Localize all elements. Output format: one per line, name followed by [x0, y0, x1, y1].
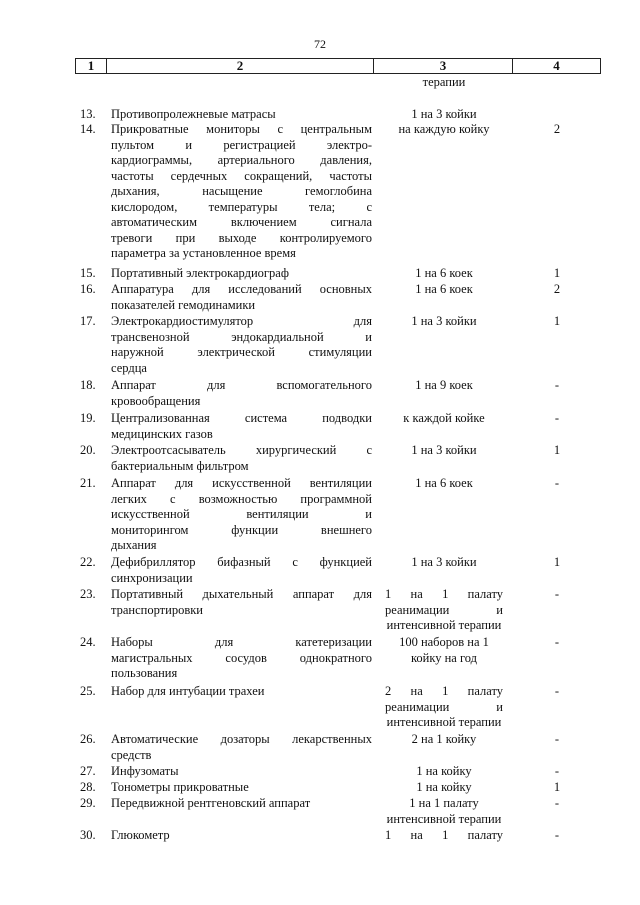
- equipment-quantity-line: интенсивной терапии: [386, 618, 502, 632]
- column-4-value: 1: [553, 780, 561, 794]
- equipment-quantity-line: интенсивной терапии: [386, 811, 502, 826]
- row-number: 21.: [80, 476, 96, 490]
- equipment-quantity: [375, 411, 513, 427]
- equipment-name: [111, 732, 372, 763]
- equipment-name: [111, 635, 372, 682]
- equipment-quantity-line: 1 на 3 койки: [411, 555, 477, 569]
- equipment-quantity: [375, 684, 513, 731]
- row-number: 23.: [80, 587, 96, 601]
- equipment-name-line: кардиограммы, артериального давления,: [111, 153, 372, 167]
- row-number: 27.: [80, 764, 96, 778]
- equipment-quantity: [375, 443, 513, 459]
- column-4-value: -: [554, 411, 560, 425]
- equipment-name-line: средств: [111, 747, 152, 762]
- row-number: 18.: [80, 378, 96, 392]
- equipment-name-line: Аппарат для вспомогательного: [111, 378, 372, 392]
- equipment-name-line: Централизованная система подводки: [111, 411, 372, 425]
- equipment-name: [111, 764, 372, 780]
- equipment-name-line: бактериальным фильтром: [111, 458, 249, 473]
- column-4-value: -: [554, 684, 560, 698]
- equipment-name-line: Дефибриллятор бифазный с функцией: [111, 555, 372, 569]
- row-number: 30.: [80, 828, 96, 842]
- equipment-name: [111, 780, 372, 796]
- equipment-name-line: кислородом, температуры тела; с: [111, 199, 372, 214]
- equipment-quantity-line: реанимации и: [385, 602, 503, 617]
- equipment-name: [111, 107, 372, 123]
- equipment-name-line: Прикроватные мониторы с центральным: [111, 122, 372, 136]
- equipment-quantity: [375, 828, 513, 844]
- equipment-name: [111, 282, 372, 313]
- equipment-quantity-line: к каждой койке: [403, 411, 485, 425]
- equipment-quantity-line: 1 на 1 палату: [385, 828, 503, 842]
- equipment-quantity: [375, 314, 513, 330]
- equipment-name: [111, 828, 372, 844]
- row-number: 19.: [80, 411, 96, 425]
- equipment-quantity: [375, 555, 513, 571]
- equipment-name-line: Наборы для катетеризации: [111, 635, 372, 649]
- equipment-name-line: наружной электрической стимуляции: [111, 345, 372, 359]
- equipment-quantity-line: 1 на 3 койки: [411, 443, 477, 457]
- column-header-1: 1: [76, 59, 107, 74]
- equipment-quantity-line: на каждую койку: [398, 122, 490, 136]
- equipment-quantity-line: 2 на 1 койку: [411, 732, 477, 746]
- equipment-quantity: [375, 476, 513, 492]
- equipment-name-line: синхронизации: [111, 570, 193, 585]
- column-4-value: 2: [553, 122, 561, 136]
- equipment-quantity: [375, 635, 513, 666]
- equipment-quantity-line: 1 на 6 коек: [415, 282, 473, 296]
- equipment-name: [111, 122, 372, 262]
- column-4-value: 1: [553, 266, 561, 280]
- equipment-name-line: кровообращения: [111, 393, 201, 408]
- equipment-name-line: сердца: [111, 360, 147, 375]
- column-4-value: 2: [553, 282, 561, 296]
- equipment-name-line: Противопролежневые матрасы: [111, 107, 276, 121]
- column-4-value: -: [554, 764, 560, 778]
- row-number: 24.: [80, 635, 96, 649]
- equipment-quantity: [375, 732, 513, 748]
- equipment-quantity: [375, 587, 513, 634]
- equipment-name-line: Электрокардиостимулятор для: [111, 314, 372, 328]
- equipment-name-line: магистральных сосудов однократного: [111, 650, 372, 665]
- equipment-quantity-line: 1 на 3 койки: [411, 314, 477, 328]
- equipment-name-line: искусственной вентиляции и: [111, 507, 372, 521]
- column-header-table: [75, 58, 601, 74]
- equipment-quantity-line: койку на год: [410, 650, 478, 665]
- equipment-quantity-line: 1 на койку: [416, 764, 472, 778]
- equipment-name-line: показателей гемодинамики: [111, 297, 256, 312]
- equipment-name-line: Инфузоматы: [111, 764, 179, 778]
- equipment-name-line: Глюкометр: [111, 828, 170, 842]
- column-header-4: 4: [513, 59, 601, 74]
- equipment-name: [111, 411, 372, 442]
- equipment-name-line: легких с возможностью программной: [111, 491, 372, 506]
- equipment-name-line: транспортировки: [111, 602, 203, 617]
- equipment-quantity-line: реанимации и: [385, 699, 503, 714]
- row-number: 29.: [80, 796, 96, 810]
- column-header-3: 3: [374, 59, 513, 74]
- equipment-name-line: Портативный электрокардиограф: [111, 266, 289, 280]
- row-number: 20.: [80, 443, 96, 457]
- equipment-quantity-line: 1 на 3 койки: [411, 107, 477, 121]
- carryover-text: терапии: [422, 75, 466, 89]
- equipment-name-line: Портативный дыхательный аппарат для: [111, 587, 372, 601]
- row-number: 15.: [80, 266, 96, 280]
- equipment-name-line: Электроотсасыватель хирургический с: [111, 443, 372, 457]
- equipment-name: [111, 314, 372, 376]
- page-number: 72: [314, 37, 326, 51]
- equipment-name-line: Набор для интубации трахеи: [111, 684, 265, 698]
- equipment-name-line: Передвижной рентгеновский аппарат: [111, 796, 311, 810]
- equipment-name-line: Тонометры прикроватные: [111, 780, 249, 794]
- equipment-quantity-line: 1 на 1 палату: [385, 587, 503, 601]
- equipment-name-line: дыхания, насыщение гемоглобина: [111, 184, 372, 198]
- column-4-value: -: [554, 828, 560, 842]
- equipment-name-line: параметра за установленное время: [111, 246, 296, 260]
- equipment-quantity: [375, 780, 513, 796]
- column-4-value: -: [554, 378, 560, 392]
- row-number: 13.: [80, 107, 96, 121]
- equipment-name: [111, 443, 372, 474]
- equipment-quantity: [375, 764, 513, 780]
- equipment-quantity-line: 100 наборов на 1: [399, 635, 489, 649]
- equipment-quantity: [375, 378, 513, 394]
- column-4-value: -: [554, 587, 560, 601]
- equipment-name: [111, 796, 372, 812]
- row-number: 26.: [80, 732, 96, 746]
- equipment-name-line: пультом и регистрацией электро-: [111, 137, 372, 152]
- equipment-name: [111, 266, 372, 282]
- equipment-quantity-line: 1 на 6 коек: [415, 266, 473, 280]
- equipment-quantity-line: 1 на 6 коек: [415, 476, 473, 490]
- column-4-value: -: [554, 732, 560, 746]
- equipment-name-line: дыхания: [111, 538, 157, 552]
- column-4-value: 1: [553, 555, 561, 569]
- equipment-name: [111, 684, 372, 700]
- column-4-value: 1: [553, 314, 561, 328]
- equipment-quantity-line: интенсивной терапии: [386, 715, 502, 729]
- column-header-2: 2: [107, 59, 374, 74]
- equipment-name: [111, 378, 372, 409]
- equipment-quantity: [375, 107, 513, 123]
- column-4-value: 1: [553, 443, 561, 457]
- equipment-quantity: [375, 796, 513, 827]
- equipment-name: [111, 555, 372, 586]
- equipment-name-line: частоты сердечных сокращений, частоты: [111, 168, 372, 183]
- equipment-quantity: [375, 282, 513, 298]
- equipment-quantity: [375, 122, 513, 138]
- equipment-quantity-line: 2 на 1 палату: [385, 684, 503, 698]
- equipment-name-line: трансвенозной эндокардиальной и: [111, 329, 372, 344]
- row-number: 16.: [80, 282, 96, 296]
- row-number: 14.: [80, 122, 96, 136]
- equipment-name-line: тревоги при выходе контролируемого: [111, 230, 372, 245]
- equipment-name: [111, 476, 372, 554]
- equipment-quantity-line: 1 на койку: [416, 780, 472, 794]
- equipment-name-line: Автоматические дозаторы лекарственных: [111, 732, 372, 746]
- equipment-name-line: Аппаратура для исследований основных: [111, 282, 372, 296]
- column-4-value: -: [554, 796, 560, 810]
- equipment-name-line: пользования: [111, 666, 178, 680]
- equipment-name-line: Аппарат для искусственной вентиляции: [111, 476, 372, 490]
- column-4-value: -: [554, 476, 560, 490]
- row-number: 25.: [80, 684, 96, 698]
- equipment-name: [111, 587, 372, 618]
- equipment-quantity-line: 1 на 9 коек: [415, 378, 473, 392]
- column-4-value: -: [554, 635, 560, 649]
- row-number: 22.: [80, 555, 96, 569]
- equipment-name-line: мониторингом функции внешнего: [111, 522, 372, 537]
- equipment-quantity: [375, 266, 513, 282]
- row-number: 17.: [80, 314, 96, 328]
- equipment-name-line: медицинских газов: [111, 426, 213, 441]
- equipment-name-line: автоматическим включением сигнала: [111, 215, 372, 229]
- row-number: 28.: [80, 780, 96, 794]
- equipment-quantity-line: 1 на 1 палату: [409, 796, 479, 810]
